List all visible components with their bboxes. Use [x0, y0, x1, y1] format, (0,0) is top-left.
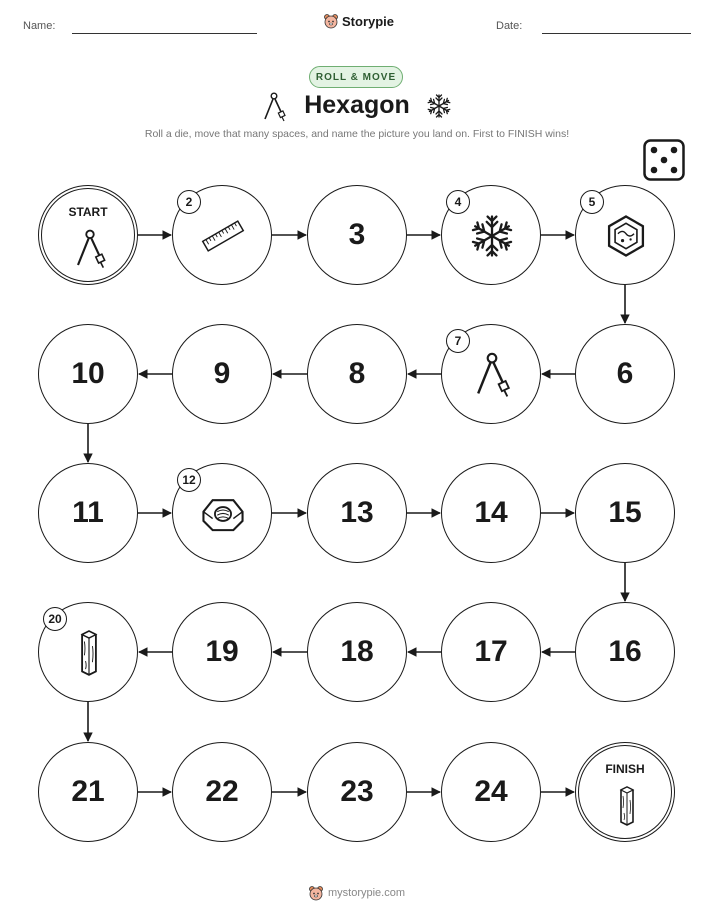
space-number: 9 [213, 357, 231, 390]
name-label: Name: [23, 20, 56, 32]
board-space-6 [575, 324, 675, 424]
space-number-badge: 4 [446, 190, 470, 214]
footer [308, 885, 405, 901]
hexagonal-pencil-icon [607, 786, 647, 826]
date-label: Date: [496, 20, 523, 32]
board-space-20 [38, 602, 138, 702]
board-space-9 [172, 324, 272, 424]
space-number: 23 [340, 775, 374, 808]
compass-icon [70, 229, 110, 269]
board-space-11 [38, 463, 138, 563]
space-number: 24 [474, 775, 508, 808]
hex-nut-icon [200, 491, 246, 537]
space-number: 10 [71, 357, 105, 390]
board-space-14 [441, 463, 541, 563]
brand-name: Storypie [342, 13, 395, 29]
space-number: 8 [348, 357, 366, 390]
space-number: 18 [340, 635, 374, 668]
space-number-badge: 2 [177, 190, 201, 214]
board-space-18 [307, 602, 407, 702]
board-space-19 [172, 602, 272, 702]
space-number-badge: 20 [43, 607, 67, 631]
board-space-21 [38, 742, 138, 842]
space-number: 17 [474, 635, 508, 668]
space-number: 3 [348, 218, 366, 251]
start-space [38, 185, 138, 285]
space-number-badge: 7 [446, 329, 470, 353]
space-number: 14 [474, 496, 508, 529]
space-number-badge: 5 [580, 190, 604, 214]
ruler-icon [200, 213, 246, 259]
board-space-16 [575, 602, 675, 702]
activity-tag: ROLL & MOVE [309, 66, 403, 88]
space-number: 13 [340, 496, 374, 529]
board-space-13 [307, 463, 407, 563]
instructions: Roll a die, move that many spaces, and name the picture you land on. First to FINISH wins! [144, 128, 570, 140]
space-number: 15 [608, 496, 642, 529]
space-number-badge: 12 [177, 468, 201, 492]
space-number: 16 [608, 635, 642, 668]
snowflake-icon [469, 213, 515, 259]
page-title: Hexagon [304, 91, 410, 119]
board-space-15 [575, 463, 675, 563]
honeycomb-icon [603, 213, 649, 259]
board-space-2 [172, 185, 272, 285]
board-space-12 [172, 463, 272, 563]
board-space-23 [307, 742, 407, 842]
hexagonal-pencil-icon [66, 630, 112, 676]
space-number: 22 [205, 775, 239, 808]
board-space-5 [575, 185, 675, 285]
board-space-10 [38, 324, 138, 424]
footer-url: mystorypie.com [328, 887, 406, 899]
space-number: 11 [72, 496, 104, 529]
board-space-7 [441, 324, 541, 424]
space-number: 6 [616, 357, 634, 390]
board-space-24 [441, 742, 541, 842]
compass-icon [469, 352, 515, 398]
space-number: 21 [71, 775, 105, 808]
board-space-4 [441, 185, 541, 285]
storypie-mascot-icon [308, 885, 324, 901]
finish-space [575, 742, 675, 842]
space-number: 19 [205, 635, 239, 668]
finish-label: FINISH [605, 762, 645, 776]
board-space-8 [307, 324, 407, 424]
board-space-17 [441, 602, 541, 702]
board-space-3 [307, 185, 407, 285]
board-space-22 [172, 742, 272, 842]
start-label: START [68, 205, 108, 219]
